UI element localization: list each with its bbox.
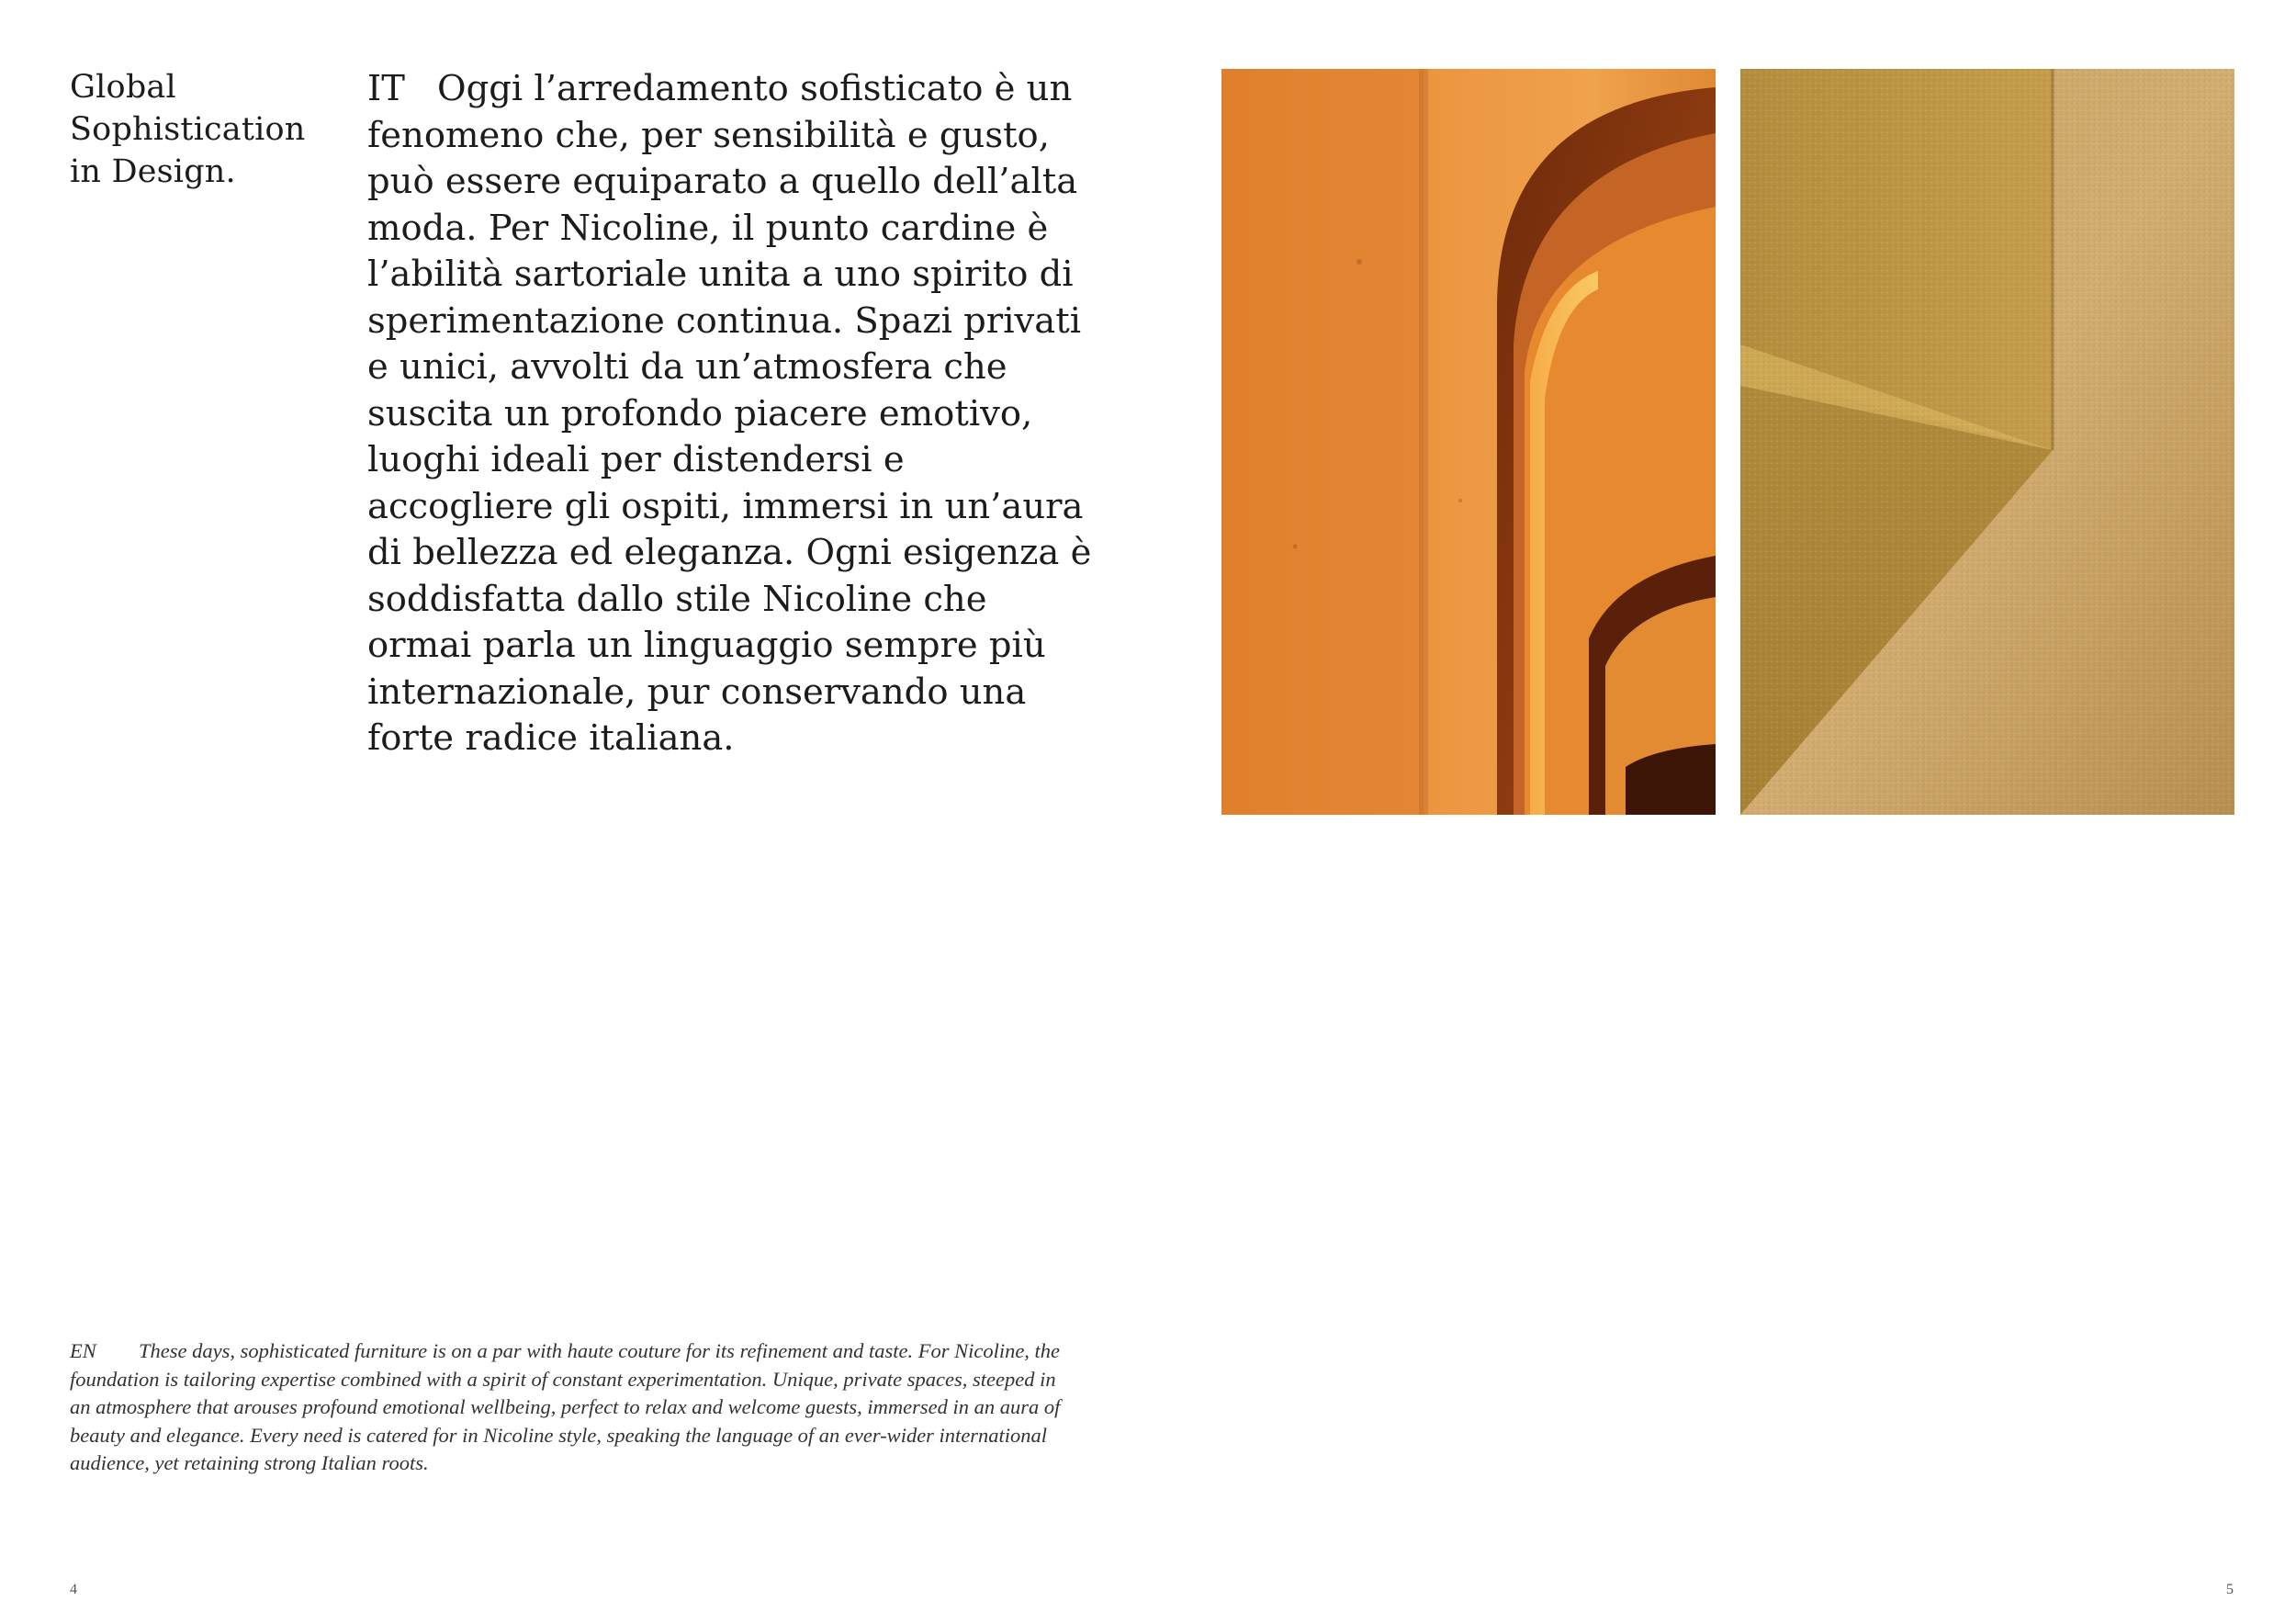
right-page — [1148, 0, 2296, 1624]
page-number-left: 4 — [70, 1582, 77, 1597]
italian-paragraph — [367, 66, 1093, 762]
italian-language-code: IT — [367, 68, 405, 109]
golden-wall-photo — [1740, 69, 2234, 815]
english-language-code: EN — [70, 1339, 96, 1362]
golden-wall-illustration — [1740, 69, 2234, 815]
section-title-line: Global — [70, 69, 176, 106]
section-title-line: in Design. — [70, 153, 236, 190]
orange-arch-illustration — [1221, 69, 1716, 815]
english-paragraph — [70, 1337, 1071, 1478]
italian-text: Oggi l’arredamento sofisticato è un fenomeno che, per sensibilità e gusto, può essere equiparato a quello dell’alta moda. Per Nicoline, il punto cardine è l’abilità sartoriale unita a uno spirito di sperimentazione continua. Spazi privati e unici, avvolti da un’atmosfera che suscita un profondo piacere emotivo, luoghi ideali per distendersi e accogliere gli ospiti, immersi in un’aura di bellezza ed eleganza. Ogni esigenza è soddisfatta dallo stile Nicoline che ormai parla un linguaggio sempre più internazionale, pur conservando una forte radice italiana. — [367, 68, 1092, 759]
orange-arch-photo — [1221, 69, 1716, 815]
section-title — [70, 66, 345, 193]
page-number-right: 5 — [2226, 1582, 2234, 1597]
english-text: These days, sophisticated furniture is on a par with haute couture for its refinement and taste. For Nicoline, the foundation is tailoring expertise combined with a spirit of constant experimentation. Unique, private spaces, steeped in an atmosphere that arouses profound emotional wellbeing, perfect to relax and welcome guests, immersed in an aura of beauty and elegance. Every need is catered for in Nicoline style, speaking the language of an ever-wider international audience, yet retaining strong Italian roots. — [70, 1339, 1061, 1474]
section-title-line: Sophistication — [70, 111, 306, 148]
